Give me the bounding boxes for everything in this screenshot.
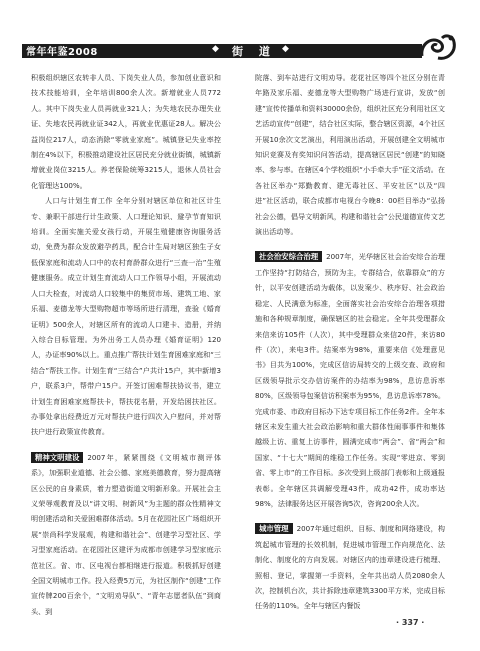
left-column <box>31 70 221 619</box>
section-badge-civilization: 精神文明建设 <box>31 452 83 463</box>
paragraph-employment: 积极组织辖区农转非人员、下岗失业人员，参加创业意识和技术技能培训，全年培训800余人次。新增就业人员772人。其中下岗失业人员再就业321人；为失地农民办理失业证、失地农民再就业证342人，再就业优惠证28人。解决公益岗位217人，动态消除“零就业家庭”。城镇登记失业率控制在4%以下，积极推动建设社区居民充分就业街镇，城镇新增就业岗位3215人。养老保险统筹3215人，退休人员社会化管理达100%。 <box>31 73 221 190</box>
yearbook-label: 常年年鉴2008 <box>26 47 98 58</box>
paragraph-civilization-cont: 院落、到车站进行文明劝导。花花社区等四个社区分别在青年路及家乐福、麦德龙等大型购物广场进行宣讲，发放“创建”宣传传播单和资料30000余份，组织社区充分利用社区文艺活动宣传“创建”，结合社区实际，整合辖区资源，4个社区开展10余次文艺演出，利用演出活动，开展创建全文明城市知识竞赛及有奖知识问答活动，提高辖区居民“创建”的知晓率、参与率。在辖区4个学校组织“小手牵大手”征文活动。在各社区举办“郑勤教育、建无毒社区、平安社区”以及“四进”社区活动，联合成都市电视台今晚8：00栏目举办“弘扬社会公德，倡导文明新风，构建和谐社会”公民道德宣传文艺演出活动等。 <box>255 73 445 237</box>
diamond-left-icon: ◆ <box>212 44 219 54</box>
diamond-right-icon: ◆ <box>282 44 289 54</box>
section-badge-public-security: 社会治安综合治理 <box>255 251 322 262</box>
section-title: 街 道 <box>232 45 276 58</box>
right-column <box>255 70 445 614</box>
paragraph-civilization: 2007年，紧紧围绕《文明城市测评体系》，加强职业道德、社会公德、家庭美德教育，努力提高辖区公民的自身素质，着力塑造街道文明新形象。开展社会主义荣辱观教育及以“讲文明、树新风”为主题的群众性精神文明创建活动和关爱困难群体活动。5月在花园社区广场组织开展“崇尚科学发展观，构建和谐社会”、创建学习型社区、学习型家庭活动。在花园社区建评为成都市创建学习型家庭示范社区。省、市、区电视台都相继进行报道。积极抓好创建全国文明城市工作。投入经费5万元，为社区制作“创建”工作宣传牌200百余个，“文明劝导队”、“青年志愿者队伍”到商头、到 <box>31 452 221 616</box>
page-header <box>0 0 480 60</box>
section-urban-management <box>255 521 445 613</box>
paragraph-family-planning: 人口与计划生育工作 全年分别对辖区单位和社区计生专、兼职干部进行计生政策、人口理论知识、避孕节育知识培训。全面实施关爱女孩行动，开展生殖健康咨询服务活动，免费为群众发放避孕药具，配合计生局对辖区独生子女低保家庭和流动人口中的农村育龄群众进行“三查一治”生殖健康服务。成立计划生育流动人口工作领导小组，开展流动人口大检查，对流动人口较集中的集贸市场、建筑工地、家乐福、麦德龙等大型购物超市等场所进行清理，查验《婚育证明》500余人，对辖区所有的流动人口建卡、造册，并纳入综合目标管理。为外出务工人员办理《婚育证明》120人，办证率90%以上。重点推广帮扶计划生育困难家庭和“三结合”帮扶工作。计划生育“三结合”户共计15户，其中新增3户，联系3户，帮带户15户。开签订困难帮扶协议书，建立计划生育困难家庭帮扶卡，帮扶花名册，开发给困扶社区。办事处拿出经费近万元对帮扶户进行四次入户慰问，并对帮扶户进行政策宣传教育。 <box>31 196 221 437</box>
section-public-security <box>255 249 445 511</box>
swirl-ornament-icon <box>418 30 458 62</box>
page-number: · 337 · <box>396 618 425 627</box>
paragraph-urban-management: 2007年通过组织、目标、制度和网络建设，构筑起城市管理的长效机制，促进城市管理工作向规范化、法制化、制度化的方向发展。对辖区内的违章建设进行梳理、照相、登记，掌握第一手资料，全年共出动人员2080余人次，控制机台次，共计拆除违章建筑3300平方米，完成目标任务的110%。全年与辖区内餐饭 <box>255 524 445 611</box>
section-badge-urban-management: 城市管理 <box>255 523 293 534</box>
paragraph-public-security: 2007年，光华辖区社会治安综合治理工作坚持“打防结合，预防为主，专群结合，依靠群众”的方针，以平安创建活动为载体，以发案少、秩序好、社会政治稳定、人民满意为标准，全面落实社会治安综合治理各项措施和各种规章制度，确保辖区的社会稳定。全年共受理群众来信来访105件（人次），其中受理群众来信20件，来访80件（次），来电3件。结案率为98%，重要来信《处理意见书》目共为100%，完成区信访局转交的上级交查、政府和区级领导批示交办信访案件的办结率为98%，息访息诉率80%，区级领导包案信访积案率为95%，息访息诉率78%。完成市委、市政府目标办下达专项目标工作任务2件。全年本辖区未发生重大社会政治影响和重大群体性闹事事件和集体越级上访、重复上访事件，圆满完成市“两会”、省“两会”和国家、“十七大”期间的维稳工作任务。实现“零进京、零到省、零上市”的工作目标。多次受到上级部门表彰和上级通报表彰。全年辖区共调解受理43件，成功42件，成功率达98%，法律服务达区开展咨询5次，咨询200余人次。 <box>255 252 445 508</box>
section-civilization <box>31 450 221 619</box>
